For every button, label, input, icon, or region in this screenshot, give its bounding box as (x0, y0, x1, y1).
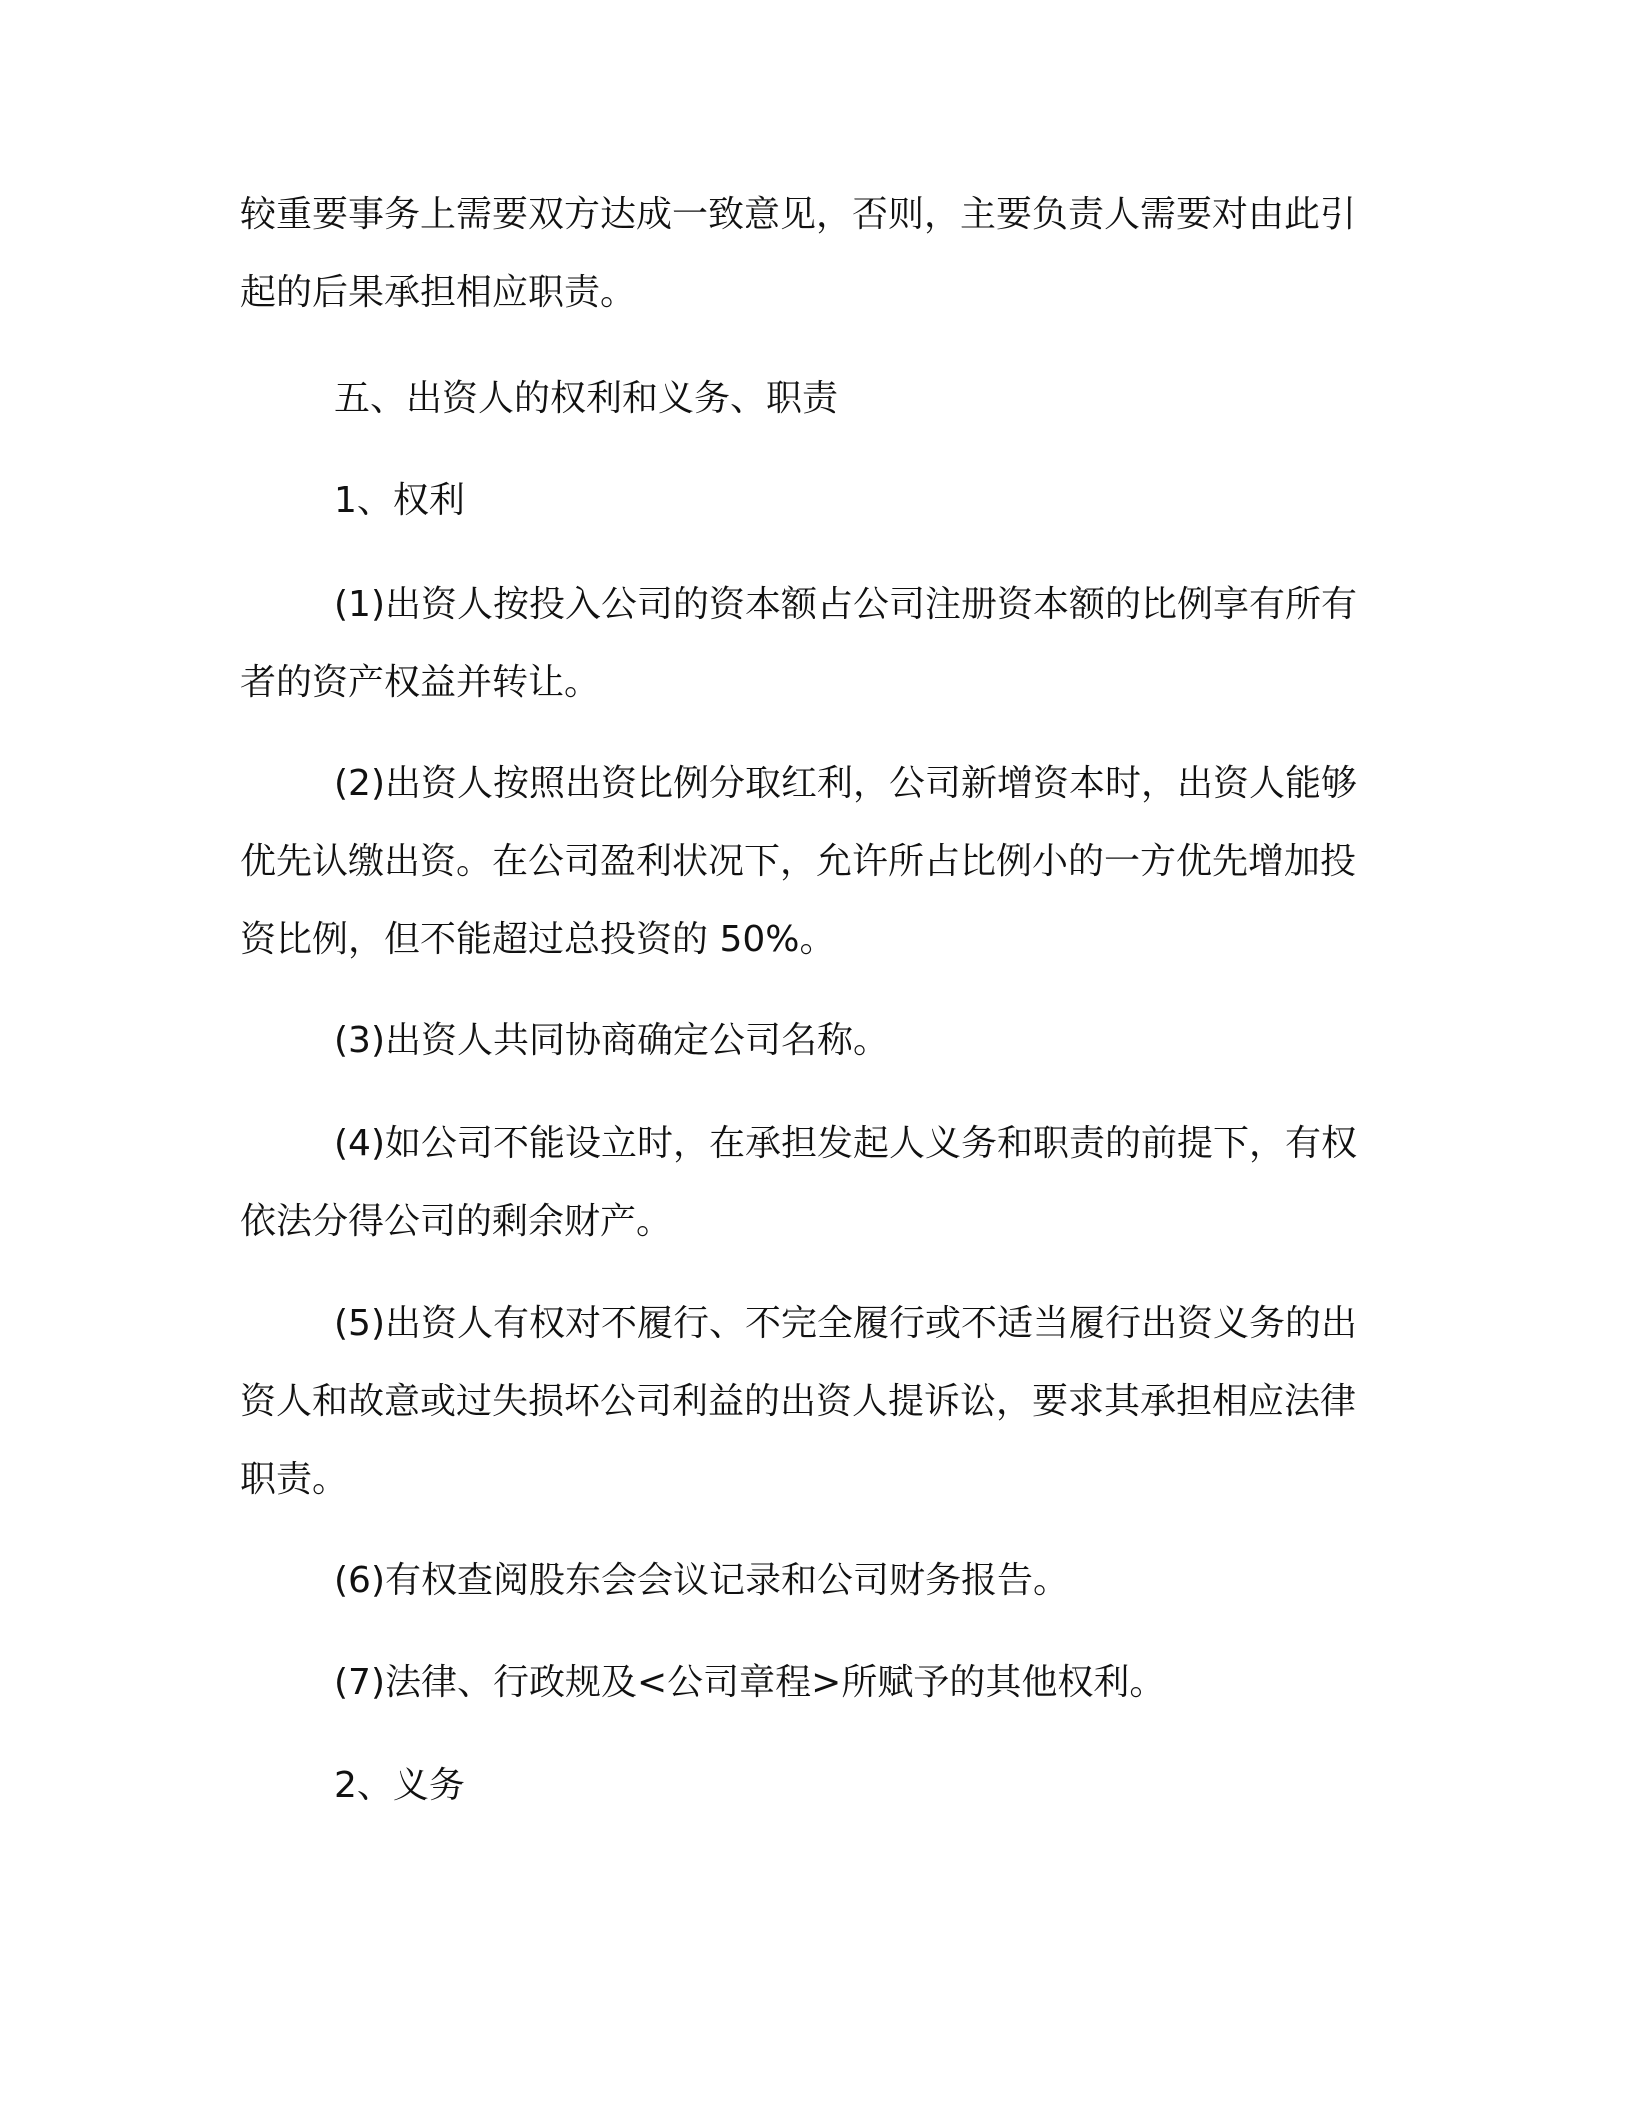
paragraph-continuation: 较重要事务上需要双方达成一致意见，否则，主要负责人需要对由此引起的后果承担相应职责。 (240, 194, 1357, 313)
rights-item-6: (6)有权查阅股东会会议记录和公司财务报告。 (334, 1560, 1069, 1601)
rights-item-4: (4)如公司不能设立时，在承担发起人义务和职责的前提下，有权依法分得公司的剩余财产。 (240, 1123, 1357, 1242)
rights-item-2: (2)出资人按照出资比例分取红利，公司新增资本时，出资人能够优先认缴出资。在公司盈利状况下，允许所占比例小的一方优先增加投资比例，但不能超过总投资的 50%。 (240, 763, 1357, 960)
rights-item-1: (1)出资人按投入公司的资本额占公司注册资本额的比例享有所有者的资产权益并转让。 (240, 584, 1357, 703)
section-heading-investor-rights-duties: 五、出资人的权利和义务、职责 (334, 378, 839, 419)
rights-item-7: (7)法律、行政规及<公司章程>所赋予的其他权利。 (334, 1662, 1166, 1703)
subheading-duties: 2、义务 (334, 1765, 465, 1806)
rights-item-3: (3)出资人共同协商确定公司名称。 (334, 1020, 889, 1061)
rights-item-5: (5)出资人有权对不履行、不完全履行或不适当履行出资义务的出资人和故意或过失损坏公司利益的出资人提诉讼，要求其承担相应法律职责。 (240, 1303, 1357, 1500)
subheading-rights: 1、权利 (334, 480, 465, 521)
